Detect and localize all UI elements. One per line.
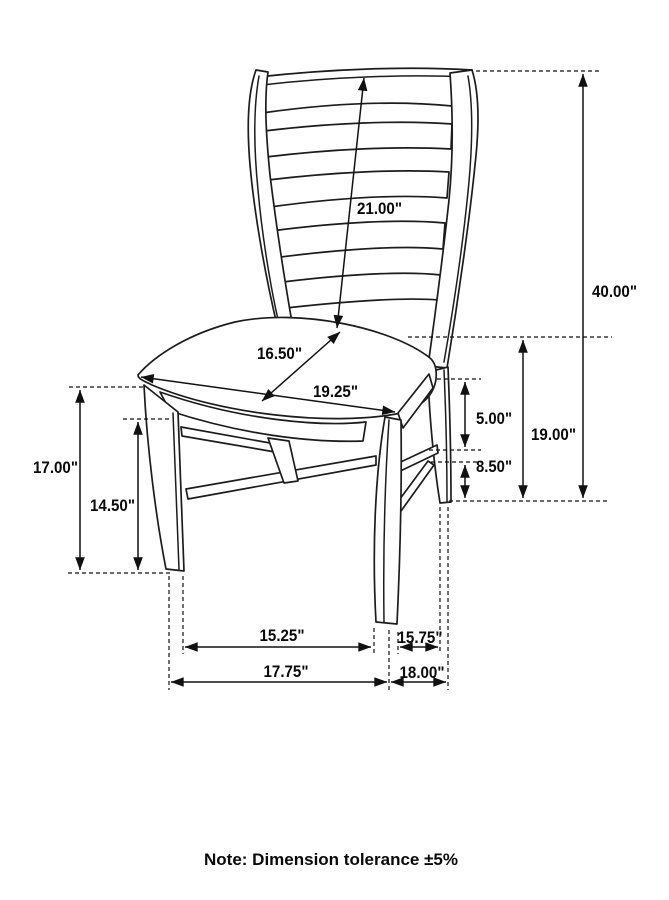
dim-label-front-width-outer: 17.75" xyxy=(263,662,309,681)
chair-drawing xyxy=(138,68,478,624)
dim-label-stretcher-to-floor: 8.50" xyxy=(476,457,512,476)
dim-label-leg-depth-inner: 15.75" xyxy=(397,628,443,647)
dim-label-base-depth-outer: 18.00" xyxy=(399,663,445,682)
tolerance-note: Note: Dimension tolerance ±5% xyxy=(204,850,458,869)
dim-label-front-leg-height: 17.00" xyxy=(33,458,78,477)
dim-label-seat-depth: 16.50" xyxy=(257,344,302,363)
back-post-right xyxy=(428,70,478,368)
back-slat-3 xyxy=(271,221,445,258)
dim-label-front-width-inner: 15.25" xyxy=(259,626,305,645)
dim-label-seat-width: 19.25" xyxy=(313,382,358,401)
dim-label-apron-to-stretcher: 5.00" xyxy=(476,409,512,428)
back-top-rail xyxy=(258,68,472,113)
dim-label-overall-height: 40.00" xyxy=(592,282,637,301)
dim-label-seat-height: 19.00" xyxy=(531,425,576,444)
dim-label-leg-inside-height: 14.50" xyxy=(90,496,135,515)
back-slat-4 xyxy=(275,273,441,309)
dim-label-back-length: 21.00" xyxy=(357,199,402,218)
